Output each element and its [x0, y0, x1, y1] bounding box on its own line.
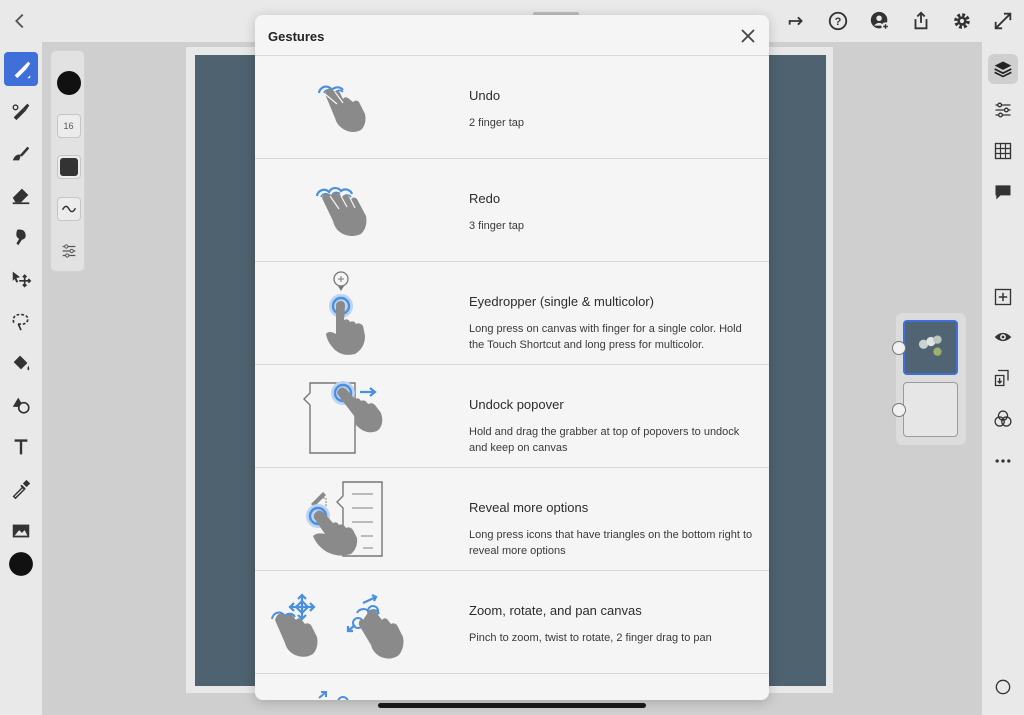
two-finger-tap-icon: [255, 56, 455, 159]
mixer-brush-icon[interactable]: [4, 136, 38, 170]
layer-thumbnail-blank[interactable]: [903, 382, 958, 437]
gesture-text: [469, 191, 759, 234]
three-finger-tap-icon: [255, 159, 455, 262]
layer-image-badge-icon: [892, 403, 906, 417]
gesture-description: Pinch to zoom, twist to rotate, 2 finger drag to pan: [469, 632, 712, 644]
close-button[interactable]: [737, 25, 759, 47]
reveal-options-icon: [255, 468, 455, 571]
close-icon[interactable]: [741, 29, 755, 43]
home-indicator: [378, 703, 646, 708]
gesture-text: [469, 603, 759, 646]
share-icon[interactable]: [909, 9, 933, 33]
gear-icon[interactable]: [950, 9, 974, 33]
gesture-text: [469, 294, 759, 353]
gesture-title: Undo: [469, 88, 501, 103]
help-icon[interactable]: [826, 9, 850, 33]
gesture-title: Eyedropper (single & multicolor): [469, 294, 654, 309]
color-swatch-icon[interactable]: [4, 547, 38, 581]
adjustments-icon[interactable]: [988, 95, 1018, 125]
chevron-left-icon[interactable]: [8, 9, 32, 33]
eraser-icon[interactable]: [4, 178, 38, 212]
pixel-brush-icon[interactable]: [4, 94, 38, 128]
add-user-icon[interactable]: [868, 9, 892, 33]
brush-size-field[interactable]: 16: [55, 113, 82, 139]
redo-icon[interactable]: [785, 9, 809, 33]
layer-image-badge-icon: [892, 341, 906, 355]
eyedropper-icon[interactable]: [4, 472, 38, 506]
fill-icon[interactable]: [4, 346, 38, 380]
blend-icon[interactable]: [988, 404, 1018, 434]
modal-header: [255, 15, 769, 56]
shape-icon[interactable]: [4, 388, 38, 422]
gesture-description: 3 finger tap: [469, 220, 525, 232]
brush-settings-icon[interactable]: [55, 239, 82, 263]
gesture-row-redo: [255, 159, 769, 262]
undock-popover-icon: [255, 365, 455, 468]
comment-icon[interactable]: [988, 177, 1018, 207]
gesture-title: Zoom, rotate, and pan canvas: [469, 603, 642, 618]
layers-thumbnails-panel: [896, 313, 966, 445]
add-layer-icon[interactable]: [988, 282, 1018, 312]
gesture-row-partial: [255, 674, 769, 700]
gesture-row-undo: [255, 56, 769, 159]
brush-opacity-swatch[interactable]: [55, 154, 82, 180]
gesture-text: [469, 397, 759, 456]
gesture-list: [255, 56, 769, 700]
move-icon[interactable]: [4, 262, 38, 296]
right-toolbar: [982, 42, 1024, 715]
layer-thumbnail-selected[interactable]: [903, 320, 958, 375]
gesture-row-undock-popover: [255, 365, 769, 468]
text-icon[interactable]: [4, 430, 38, 464]
lasso-icon[interactable]: [4, 304, 38, 338]
gesture-row-eyedropper: [255, 262, 769, 365]
gesture-title: Redo: [469, 191, 501, 206]
gesture-text: [469, 88, 759, 131]
eyedropper-long-press-icon: [255, 262, 455, 365]
gesture-text: [469, 500, 759, 559]
grid-icon[interactable]: [988, 136, 1018, 166]
gesture-row-reveal-options: [255, 468, 769, 571]
brush-smoothing-icon[interactable]: [55, 196, 82, 222]
modal-title: Gestures: [268, 29, 325, 44]
more-icon[interactable]: [988, 446, 1018, 476]
gesture-description: 2 finger tap: [469, 117, 525, 129]
gesture-title: Reveal more options: [469, 500, 589, 515]
fullscreen-icon[interactable]: [991, 9, 1015, 33]
zoom-rotate-pan-icon: [255, 571, 455, 674]
import-icon[interactable]: [988, 363, 1018, 393]
gesture-description: Long press icons that have triangles on the bottom right to reveal more options: [469, 529, 753, 557]
brush-color-swatch[interactable]: [55, 69, 82, 97]
smudge-icon[interactable]: [4, 220, 38, 254]
circle-icon[interactable]: [988, 672, 1018, 702]
svg-text:?: ?: [834, 16, 842, 29]
brush-icon[interactable]: [4, 52, 38, 86]
gesture-description: Long press on canvas with finger for a single color. Hold the Touch Shortcut and long press for multicolor.: [469, 323, 742, 351]
layers-icon[interactable]: [988, 54, 1018, 84]
gesture-row-zoom-rotate-pan: [255, 571, 769, 674]
brush-properties-panel: [50, 50, 85, 272]
gesture-description: Hold and drag the grabber at top of popovers to undock and keep on canvas: [469, 426, 740, 454]
gestures-modal: [255, 15, 769, 700]
visibility-icon[interactable]: [988, 322, 1018, 352]
gesture-partial-icon: [255, 674, 455, 700]
gesture-title: Undock popover: [469, 397, 564, 412]
left-toolbar: [0, 42, 42, 715]
image-icon[interactable]: [4, 514, 38, 548]
